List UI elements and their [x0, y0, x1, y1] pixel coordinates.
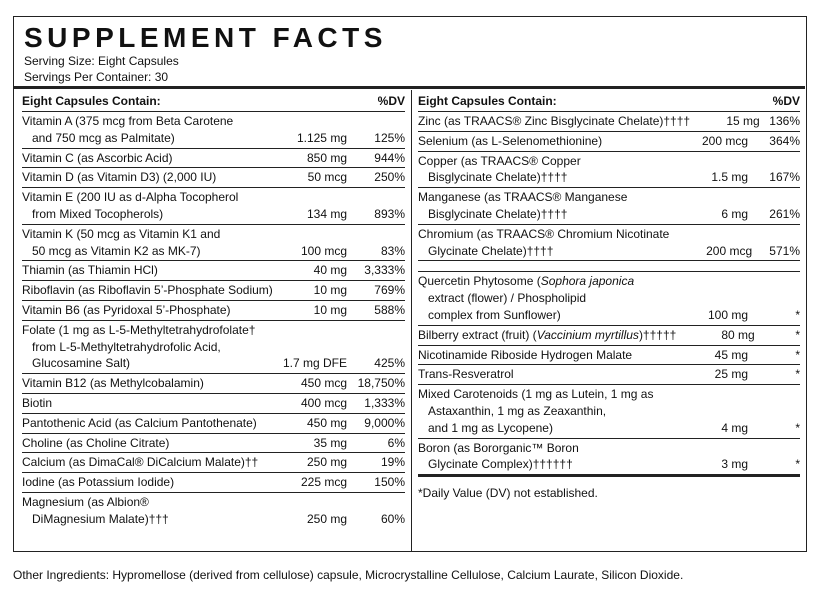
nutrient-dv: 18,750% [357, 376, 405, 391]
nutrient-amount: 225 mcg [300, 475, 347, 490]
nutrient-dv: 364% [769, 133, 800, 148]
nutrient-row [418, 152, 800, 189]
bottom-thick-rule [418, 474, 800, 477]
nutrient-amount: 50 mcg [307, 170, 347, 185]
nutrient-dv: 261% [769, 206, 800, 221]
nutrient-name: Chromium (as TRAACS® Chromium Nicotinate Glycinate Chelate)†††† [418, 226, 670, 258]
nutrient-row [22, 414, 405, 434]
nutrient-name: Mixed Carotenoids (1 mg as Lutein, 1 mg as Astaxanthin, 1 mg as Zeaxanthin, and 1 mg as Lycopene) [418, 387, 654, 435]
nutrient-amount: 4 mg [721, 420, 748, 435]
nutrient-row [418, 188, 800, 225]
nutrient-row [22, 281, 405, 301]
nutrient-row [22, 168, 405, 188]
nutrient-name: Biotin [22, 395, 53, 410]
nutrient-dv: 3,333% [364, 263, 405, 278]
nutrient-name: Vitamin B12 (as Methylcobalamin) [22, 376, 204, 391]
nutrient-dv: * [795, 347, 800, 362]
nutrient-name: Selenium (as L-Selenomethionine) [418, 133, 603, 148]
other-ingredients: Other Ingredients: Hypromellose (derived from cellulose) capsule, Microcrystalline Cellulose, Calcium Laurate, Silicon Dioxide. [13, 568, 684, 582]
nutrient-name: Quercetin Phytosome (Sophora japonica extract (flower) / Phospholipid complex from Sunflower) [418, 274, 635, 322]
nutrient-name: Boron (as Bororganic™ Boron Glycinate Complex)†††††† [418, 440, 579, 472]
nutrient-name: Copper (as TRAACS® Copper Bisglycinate Chelate)†††† [418, 153, 581, 185]
nutrient-name: Vitamin D (as Vitamin D3) (2,000 IU) [22, 170, 217, 185]
nutrient-row [22, 261, 405, 281]
nutrient-dv: 150% [374, 475, 405, 490]
nutrient-dv: 136% [769, 114, 800, 128]
nutrient-amount: 1.125 mg [296, 130, 347, 145]
nutrient-dv: 167% [769, 170, 800, 185]
nutrient-amount: 100 mcg [300, 243, 347, 258]
nutrient-name: Vitamin B6 (as Pyridoxal 5’-Phosphate) [22, 302, 231, 317]
serving-size: Serving Size: Eight Capsules [24, 54, 179, 68]
nutrient-dv: * [795, 457, 800, 472]
nutrient-dv: 944% [374, 150, 405, 165]
nutrient-dv: * [795, 367, 800, 382]
nutrient-row [22, 225, 405, 262]
nutrient-name: Vitamin C (as Ascorbic Acid) [22, 150, 173, 165]
nutrient-amount: 6 mg [721, 206, 748, 221]
nutrient-name: Bilberry extract (fruit) (Vaccinium myrtillus)††††† [418, 327, 677, 342]
nutrient-dv: 6% [387, 435, 405, 450]
nutrient-amount: 35 mg [313, 435, 347, 450]
nutrient-row [22, 394, 405, 414]
nutrient-dv: 19% [380, 455, 405, 470]
servings-per-container: Servings Per Container: 30 [24, 70, 169, 84]
dv-footnote: *Daily Value (DV) not established. [418, 486, 598, 501]
nutrient-name: Nicotinamide Riboside Hydrogen Malate [418, 347, 633, 362]
nutrient-dv: 571% [769, 243, 800, 258]
nutrient-dv: 60% [380, 511, 405, 526]
left-column-header [22, 90, 405, 112]
top-thick-rule [14, 86, 805, 89]
nutrient-amount: 45 mg [714, 347, 748, 362]
nutrient-name: Trans-Resveratrol [418, 367, 514, 382]
nutrient-name: Riboflavin (as Riboflavin 5’-Phosphate Sodium) [22, 283, 273, 298]
nutrient-name: Pantothenic Acid (as Calcium Pantothenate) [22, 415, 257, 430]
left-nutrient-column [22, 90, 405, 529]
nutrient-row [418, 439, 800, 475]
nutrient-dv: * [795, 307, 800, 322]
nutrient-dv: 769% [374, 283, 405, 298]
nutrient-amount: 200 mcg [701, 133, 748, 148]
nutrient-row [418, 225, 800, 262]
nutrient-dv: 588% [374, 302, 405, 317]
right-rows-mineral [418, 112, 800, 261]
nutrient-amount: 134 mg [306, 206, 347, 221]
nutrient-name: Choline (as Choline Citrate) [22, 435, 170, 450]
nutrient-name: Calcium (as DimaCal® DiCalcium Malate)†† [22, 455, 259, 470]
nutrient-row [418, 365, 800, 385]
nutrient-row [418, 346, 800, 366]
nutrient-row-quercetin [418, 272, 800, 325]
right-rows-other [418, 346, 800, 475]
nutrient-name: Magnesium (as Albion® DiMagnesium Malate)††† [22, 494, 169, 526]
nutrient-amount: 450 mg [306, 415, 347, 430]
left-header-label: Eight Capsules Contain: [22, 93, 161, 108]
nutrient-row [418, 385, 800, 438]
nutrient-row [22, 453, 405, 473]
nutrient-name: Manganese (as TRAACS® Manganese Bisglycinate Chelate)†††† [418, 190, 628, 221]
nutrient-dv: * [795, 420, 800, 435]
nutrient-dv: * [795, 327, 800, 342]
nutrient-row [22, 149, 405, 169]
nutrient-amount: 200 mcg [706, 243, 753, 258]
nutrient-amount: 850 mg [306, 150, 347, 165]
nutrient-row [22, 473, 405, 493]
nutrient-amount: 80 mg [721, 327, 755, 342]
left-header-dv: %DV [377, 93, 405, 108]
nutrient-row [418, 132, 800, 152]
nutrient-amount: 100 mg [707, 307, 748, 322]
nutrient-name: Vitamin A (375 mcg from Beta Carotene and 750 mcg as Palmitate) [22, 114, 234, 145]
supplement-facts-panel [13, 16, 807, 552]
nutrient-dv: 893% [374, 206, 405, 221]
nutrient-dv: 125% [374, 130, 405, 145]
nutrient-row [22, 188, 405, 225]
nutrient-name: Folate (1 mg as L-5-Methyltetrahydrofolate† from L-5-Methyltetrahydrofolic Acid, Glucosamine Salt) [22, 322, 256, 371]
nutrient-dv: 9,000% [364, 415, 405, 430]
nutrient-amount: 40 mg [313, 263, 347, 278]
nutrient-amount: 250 mg [306, 455, 347, 470]
nutrient-amount: 3 mg [721, 457, 748, 472]
right-nutrient-column [418, 90, 800, 501]
nutrient-dv: 1,333% [364, 395, 405, 410]
nutrient-dv: 250% [374, 170, 405, 185]
nutrient-amount: 450 mcg [300, 376, 347, 391]
nutrient-row [22, 112, 405, 149]
nutrient-amount: 400 mcg [300, 395, 347, 410]
nutrient-row [22, 434, 405, 454]
column-divider [411, 90, 412, 552]
nutrient-amount: 25 mg [714, 367, 748, 382]
nutrient-amount: 15 mg [726, 114, 760, 128]
nutrient-row [22, 321, 405, 374]
nutrient-row [22, 493, 405, 529]
nutrient-name: Thiamin (as Thiamin HCl) [22, 263, 158, 278]
section-gap [418, 261, 800, 272]
panel-title: SUPPLEMENT FACTS [24, 22, 387, 53]
nutrient-name: Iodine (as Potassium Iodide) [22, 475, 175, 490]
nutrient-amount: 1.5 mg [711, 170, 748, 185]
nutrient-amount: 10 mg [313, 302, 347, 317]
nutrient-amount: 250 mg [306, 511, 347, 526]
nutrient-row [22, 374, 405, 394]
nutrient-dv: 83% [380, 243, 405, 258]
left-rows [22, 112, 405, 529]
nutrient-amount: 1.7 mg DFE [282, 356, 347, 371]
nutrient-row [22, 301, 405, 321]
nutrient-amount: 10 mg [313, 283, 347, 298]
nutrient-row-bilberry [418, 326, 800, 346]
right-header-label: Eight Capsules Contain: [418, 93, 557, 108]
nutrient-dv: 425% [374, 356, 405, 371]
right-header-dv: %DV [772, 93, 800, 108]
nutrient-row [418, 112, 800, 132]
right-column-header [418, 90, 800, 112]
nutrient-name: Vitamin E (200 IU as d-Alpha Tocopherol from Mixed Tocopherols) [22, 190, 239, 221]
nutrient-name: Zinc (as TRAACS® Zinc Bisglycinate Chelate)†††† [418, 114, 691, 128]
nutrient-name: Vitamin K (50 mcg as Vitamin K1 and 50 mcg as Vitamin K2 as MK-7) [22, 226, 221, 258]
